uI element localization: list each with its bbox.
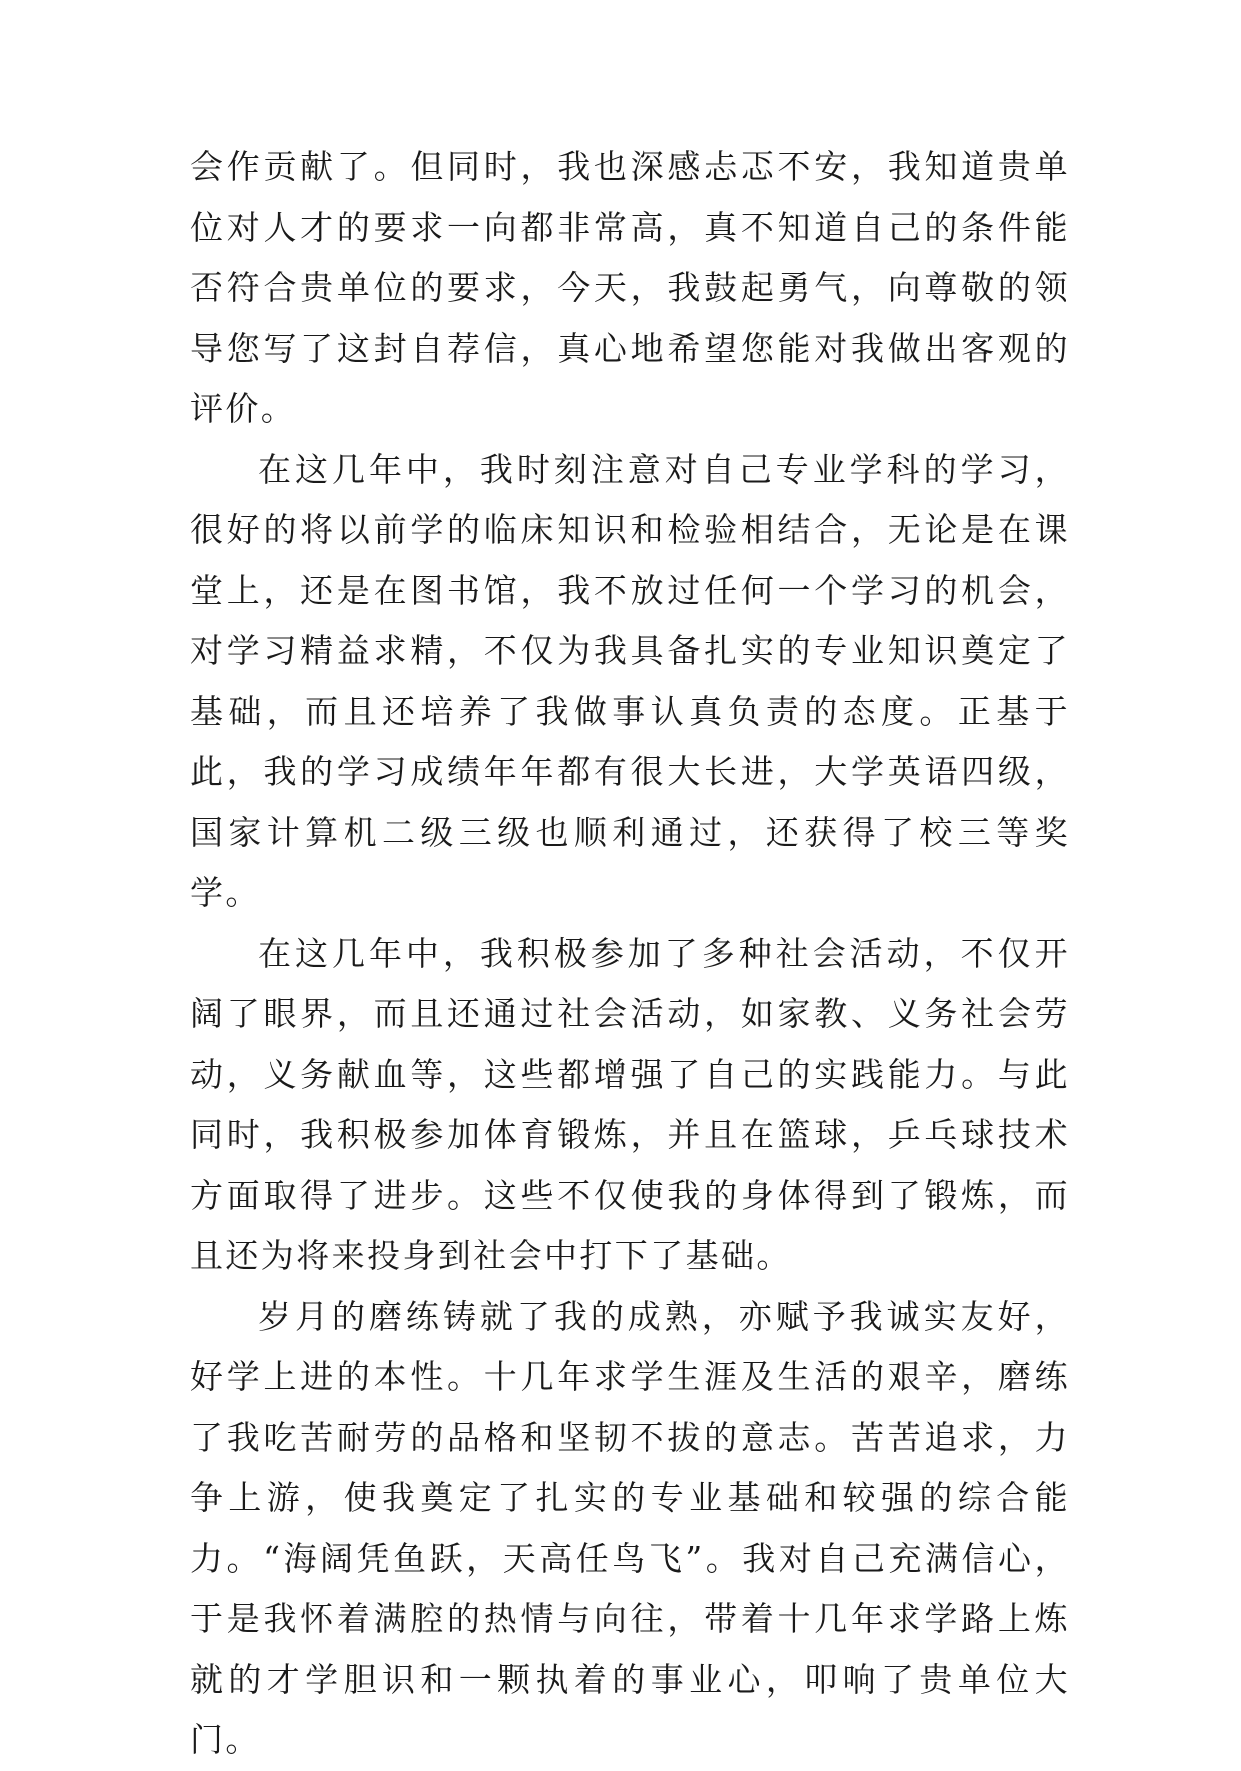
document-body bbox=[190, 137, 1070, 1771]
paragraph-1: 会作贡献了。但同时，我也深感忐忑不安，我知道贵单位对人才的要求一向都非常高，真不知道自己的条件能否符合贵单位的要求，今天，我鼓起勇气，向尊敬的领导您写了这封自荐信，真心地希望您能对我做出客观的评价。 bbox=[190, 147, 1070, 428]
paragraph-2: 在这几年中，我时刻注意对自己专业学科的学习，很好的将以前学的临床知识和检验相结合，无论是在课堂上，还是在图书馆，我不放过任何一个学习的机会，对学习精益求精，不仅为我具备扎实的专业知识奠定了基础，而且还培养了我做事认真负责的态度。正基于此，我的学习成绩年年都有很大长进，大学英语四级，国家计算机二级三级也顺利通过，还获得了校三等奖学。 bbox=[190, 449, 1070, 912]
paragraph-4: 岁月的磨练铸就了我的成熟，亦赋予我诚实友好，好学上进的本性。十几年求学生涯及生活的艰辛，磨练了我吃苦耐劳的品格和坚韧不拔的意志。苦苦追求，力争上游，使我奠定了扎实的专业基础和较强的综合能力。“海阔凭鱼跃，天高任鸟飞”。我对自己充满信心，于是我怀着满腔的热情与向往，带着十几年求学路上炼就的才学胆识和一颗执着的事业心，叩响了贵单位大门。 bbox=[190, 1296, 1070, 1759]
paragraph-3: 在这几年中，我积极参加了多种社会活动，不仅开阔了眼界，而且还通过社会活动，如家教、义务社会劳动，义务献血等，这些都增强了自己的实践能力。与此同时，我积极参加体育锻炼，并且在篮球，乒乓球技术方面取得了进步。这些不仅使我的身体得到了锻炼，而且还为将来投身到社会中打下了基础。 bbox=[190, 933, 1070, 1275]
